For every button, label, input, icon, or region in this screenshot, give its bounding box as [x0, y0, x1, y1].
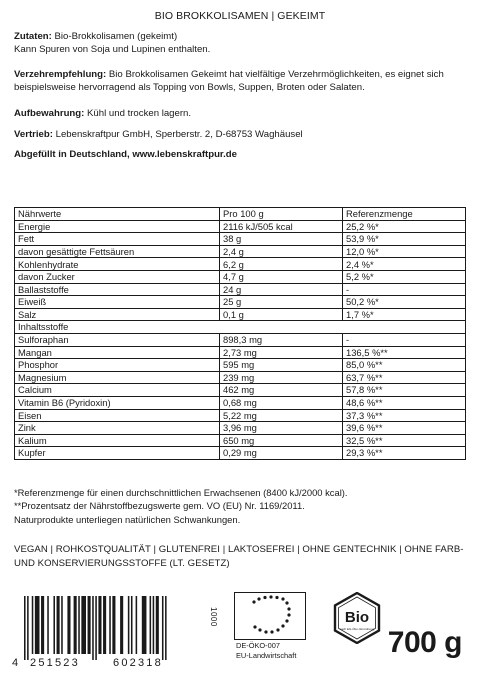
amount-per-100g: 25 g: [220, 296, 343, 309]
barcode-bar: [165, 596, 167, 660]
barcode: [12, 596, 202, 670]
reference-intake: 32,5 %**: [343, 434, 466, 447]
barcode-bar: [112, 596, 115, 654]
bio-seal-icon: [331, 592, 383, 644]
barcode-bar: [88, 596, 91, 654]
table-row: [15, 220, 466, 233]
nutrient-name: Fett: [15, 233, 220, 246]
storage-block: [14, 107, 469, 120]
section-label: Inhaltsstoffe: [15, 321, 220, 334]
bio-seal-text: Bio: [344, 609, 370, 626]
reference-intake: 2,4 %*: [343, 258, 466, 271]
recommendation-label: Verzehrempfehlung:: [14, 69, 107, 80]
reference-intake: -: [343, 283, 466, 296]
nutrient-name: Magnesium: [15, 371, 220, 384]
reference-intake: 29,3 %**: [343, 447, 466, 460]
barcode-bar: [57, 596, 60, 654]
reference-intake: 48,6 %**: [343, 396, 466, 409]
table-row: [15, 346, 466, 359]
table-row: [15, 296, 466, 309]
reference-intake: 12,0 %*: [343, 245, 466, 258]
ingredients-label: Zutaten:: [14, 31, 52, 42]
reference-intake: 63,7 %**: [343, 371, 466, 384]
amount-per-100g: 2116 kJ/505 kcal: [220, 220, 343, 233]
barcode-bar: [78, 596, 80, 654]
table-row: [15, 359, 466, 372]
nutrient-name: Salz: [15, 308, 220, 321]
amount-per-100g: 462 mg: [220, 384, 343, 397]
nutrient-name: Sulforaphan: [15, 333, 220, 346]
nutrient-name: Kalium: [15, 434, 220, 447]
barcode-bar: [120, 596, 123, 654]
table-row: [15, 283, 466, 296]
table-row: [15, 447, 466, 460]
recommendation-value: Bio Brokkolisamen Gekeimt hat vielfältige Verzehrmöglichkeiten, es eignet sich beispielsweise hervorragend als Topping von Bowls, Suppen, Broten oder Salaten.: [14, 69, 444, 94]
allergen-traces: Kann Spuren von Soja und Lupinen enthalten.: [14, 44, 211, 56]
recommendation-block: [14, 68, 469, 94]
ingredients-block: [14, 30, 469, 56]
table-row: [15, 308, 466, 321]
table-header: Pro 100 g: [220, 208, 343, 221]
nutrient-name: Eiweiß: [15, 296, 220, 309]
amount-per-100g: 6,2 g: [220, 258, 343, 271]
nutrient-name: Ballaststoffe: [15, 283, 220, 296]
table-row: [15, 384, 466, 397]
nutrient-name: Kupfer: [15, 447, 220, 460]
reference-intake: 25,2 %*: [343, 220, 466, 233]
nutrition-table: [14, 207, 466, 460]
nutrient-name: Calcium: [15, 384, 220, 397]
reference-intake: 1,7 %*: [343, 308, 466, 321]
barcode-bar: [153, 596, 155, 654]
page-title: BIO BROKKOLISAMEN | GEKEIMT: [154, 10, 326, 22]
reference-intake: -: [343, 333, 466, 346]
barcode-digits-right: 602318: [113, 657, 163, 669]
table-row: [15, 409, 466, 422]
nutrient-name: Phosphor: [15, 359, 220, 372]
barcode-bar: [41, 596, 44, 654]
barcode-bar: [128, 596, 130, 654]
nutrient-name: Eisen: [15, 409, 220, 422]
reference-intake: 85,0 %**: [343, 359, 466, 372]
table-row: [15, 396, 466, 409]
nutrient-name: Energie: [15, 220, 220, 233]
nutrient-name: davon gesättigte Fettsäuren: [15, 245, 220, 258]
table-row: [15, 434, 466, 447]
distributor-value: Lebenskraftpur GmbH, Sperberstr. 2, D-68753 Waghäusel: [55, 129, 303, 140]
amount-per-100g: 4,7 g: [220, 270, 343, 283]
amount-per-100g: 239 mg: [220, 371, 343, 384]
barcode-bar: [27, 596, 29, 660]
barcode-bar: [92, 596, 94, 660]
amount-per-100g: 2,73 mg: [220, 346, 343, 359]
product-claims: VEGAN | ROHKOSTQUALITÄT | GLUTENFREI | LAKTOSEFREI | OHNE GENTECHNIK | OHNE FARB- UND KONSERVIERUNGSSTOFFE (LT. GESETZ): [14, 544, 464, 569]
eco-control-code: DE-ÖKO-007: [236, 641, 280, 650]
footnote: Naturprodukte unterliegen natürlichen Schwankungen.: [14, 514, 241, 525]
barcode-digits-left: 251523: [30, 657, 80, 669]
distributor-block: [14, 128, 469, 141]
barcode-bar: [150, 596, 152, 654]
distributor-label: Vertrieb:: [14, 129, 53, 140]
table-row: [15, 270, 466, 283]
reference-intake: 57,8 %**: [343, 384, 466, 397]
barcode-bar: [47, 596, 49, 654]
reference-intake: 50,2 %*: [343, 296, 466, 309]
barcode-bar: [98, 596, 101, 654]
amount-per-100g: 38 g: [220, 233, 343, 246]
reference-intake: 53,9 %*: [343, 233, 466, 246]
amount-per-100g: 0,29 mg: [220, 447, 343, 460]
barcode-bars: [24, 596, 167, 660]
nutrient-name: Kohlenhydrate: [15, 258, 220, 271]
amount-per-100g: 24 g: [220, 283, 343, 296]
reference-intake: 136,5 %**: [343, 346, 466, 359]
barcode-bar: [103, 596, 106, 654]
amount-per-100g: 898,3 mg: [220, 333, 343, 346]
table-row: [15, 422, 466, 435]
lot-number: 1000: [209, 607, 218, 627]
ingredients-value: Bio-Brokkolisamen (gekeimt): [54, 31, 178, 42]
footnote: **Prozentsatz der Nährstoffbezugswerte gem. VO (EU) Nr. 1169/2011.: [14, 500, 305, 511]
eu-organic-leaf-icon: [234, 592, 306, 640]
barcode-bar: [131, 596, 133, 654]
barcode-bar: [142, 596, 147, 654]
amount-per-100g: 0,1 g: [220, 308, 343, 321]
barcode-bar: [53, 596, 55, 654]
bottled-in: Abgefüllt in Deutschland, www.lebenskraftpur.de: [14, 149, 237, 160]
nutrient-name: Vitamin B6 (Pyridoxin): [15, 396, 220, 409]
amount-per-100g: 595 mg: [220, 359, 343, 372]
barcode-bar: [95, 596, 97, 660]
nutrient-name: davon Zucker: [15, 270, 220, 283]
table-header: Nährwerte: [15, 208, 220, 221]
barcode-bar: [109, 596, 111, 654]
section-row: [15, 321, 466, 334]
amount-per-100g: 3,96 mg: [220, 422, 343, 435]
amount-per-100g: 2,4 g: [220, 245, 343, 258]
footnote: *Referenzmenge für einen durchschnittlichen Erwachsenen (8400 kJ/2000 kcal).: [14, 487, 348, 498]
empty-cell: [220, 321, 343, 334]
amount-per-100g: 650 mg: [220, 434, 343, 447]
amount-per-100g: 5,22 mg: [220, 409, 343, 422]
barcode-bar: [162, 596, 164, 660]
barcode-bar: [74, 596, 77, 654]
table-row: [15, 245, 466, 258]
barcode-bar: [156, 596, 159, 654]
barcode-bar: [32, 596, 34, 654]
eu-organic-code: [236, 641, 296, 661]
barcode-bar: [67, 596, 70, 654]
table-header-row: [15, 208, 466, 221]
nutrient-name: Zink: [15, 422, 220, 435]
table-row: [15, 258, 466, 271]
amount-per-100g: 0,68 mg: [220, 396, 343, 409]
reference-intake: 39,6 %**: [343, 422, 466, 435]
eu-agriculture-text: EU-Landwirtschaft: [236, 651, 297, 660]
barcode-bar: [136, 596, 138, 654]
storage-value: Kühl und trocken lagern.: [87, 108, 192, 119]
nutrient-name: Mangan: [15, 346, 220, 359]
barcode-bar: [61, 596, 63, 654]
table-row: [15, 371, 466, 384]
barcode-bar: [81, 596, 86, 654]
storage-label: Aufbewahrung:: [14, 108, 85, 119]
reference-intake: 37,3 %**: [343, 409, 466, 422]
bio-seal-small-text: nach EG-Öko-Verordnung: [339, 627, 375, 631]
reference-intake: 5,2 %*: [343, 270, 466, 283]
table-row: [15, 333, 466, 346]
net-weight: 700 g: [387, 626, 462, 659]
barcode-bar: [35, 596, 40, 654]
table-row: [15, 233, 466, 246]
barcode-digit: 4: [12, 657, 19, 669]
table-header: Referenzmenge: [343, 208, 466, 221]
empty-cell: [343, 321, 466, 334]
barcode-bar: [24, 596, 26, 660]
